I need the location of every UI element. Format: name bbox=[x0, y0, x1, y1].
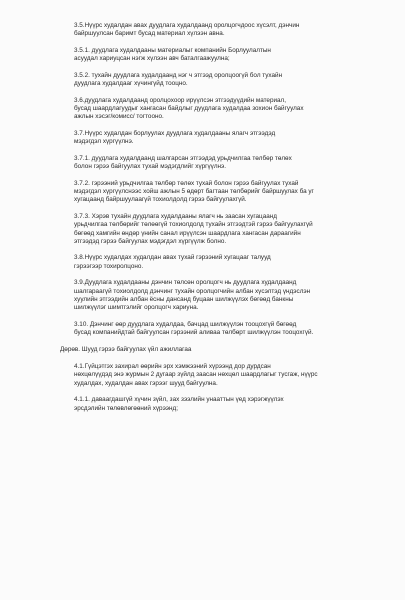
text-line: 3.7.1. дуудлага худалдаанд шалгарсан этгээдэд урьдчилгаа төлбөр төлөх bbox=[74, 154, 292, 162]
text-line: байршуулсан баримт бусад материал хүлээн авна. bbox=[74, 30, 225, 38]
text-line: 3.9.Дуудлага худалдааны дэнчин төлсөн оролцогч нь дуудлага худалдаанд bbox=[74, 279, 297, 287]
text-line: 4.1.Гүйцэтгэх захирал өөрийн эрх хэмжээний хүрээнд дор дурдсан bbox=[74, 363, 271, 371]
paragraph bbox=[60, 22, 383, 39]
text-line: гэрээгээр тохиролцоно. bbox=[74, 262, 144, 270]
text-line: бөгөөд хамгийн өндөр үнийн санал ирүүлсэн шаардлага хангасан дараагийн bbox=[74, 229, 301, 237]
paragraph bbox=[60, 254, 383, 271]
paragraph bbox=[60, 97, 383, 122]
text-line: 3.6.дуудлага худалдаанд оролцохоор ирүүлсэн этгээдүүдийн материал, bbox=[74, 96, 287, 104]
text-line: 3.10. Дэнчинг өөр дуудлага худалдаа, бачцад шилжүүлэн тооцохгүй бөгөөд bbox=[74, 320, 297, 328]
text-line: бусад шаардлагуудыг хангасан байдлыг дуудлага худалдаа зохион байгуулах bbox=[74, 104, 304, 112]
text-line: Дөрөв. Шууд гэрээ байгуулах үйл ажиллагаа bbox=[60, 345, 192, 353]
text-line: 3.5.2. тухайн дуудлага худалдаанд нэг ч этгээд оролцоогүй бол тухайн bbox=[74, 71, 283, 79]
text-line: хугацаанд байршуулаагүй тохиолдолд гэрээ байгуулахгүй. bbox=[74, 196, 247, 204]
paragraph bbox=[60, 72, 383, 89]
text-line: мэдэгдэл хүргүүлснээс хойш ажлын 5 өдөрт багтаан төлбөрийг байршуулах ба уг bbox=[74, 187, 314, 195]
text-line: 3.5.Нүүрс худалдан авах дуудлага худалдаанд оролцогчдоос хүсэлт, дэнчин bbox=[74, 22, 300, 29]
section-heading bbox=[60, 346, 383, 354]
text-line: болон гэрээ байгуулах тухай мэдэгдлийг хүргүүлнэ. bbox=[74, 163, 227, 171]
text-line: урьдчилгаа төлбөрийг төлөөгүй тохиолдолд тухайн этгээдтэй гэрээ байгуулахгүй bbox=[74, 221, 313, 229]
text-line: нөхцөлүүдэд энэ журмын 2 дугаар зүйлд заасан нөхцөл шаардлагыг тусгаж, нүүрс bbox=[74, 371, 318, 379]
text-line: шалгараагүй тохиолдолд дэнчинг тухайн оролцогчийн албан хүсэлтэд үндэслэн bbox=[74, 287, 311, 295]
text-line: 3.7.3. Хэрэв тухайн дуудлага худалдааны ялагч нь заасан хугацаанд bbox=[74, 212, 277, 220]
text-line: 3.7.2. гэрээний урьдчилгаа төлбөр төлөх тухай болон гэрээ байгуулах тухай bbox=[74, 179, 299, 187]
paragraph bbox=[60, 47, 383, 64]
paragraph bbox=[60, 213, 383, 246]
paragraph bbox=[60, 130, 383, 147]
text-line: 3.8.Нүүрс худалдах худалдан авах тухай гэрээний хугацааг талууд bbox=[74, 254, 271, 262]
document-body bbox=[60, 22, 383, 413]
text-line: худалдах, худалдан авах гэрээг шууд байгуулна. bbox=[74, 379, 218, 387]
text-line: 4.1.1. даваагдашгүй хүчин зүйл, зах зээлийн унааттын үед хэрэгжүүлэх bbox=[74, 396, 284, 404]
paragraph bbox=[60, 180, 383, 205]
text-line: ажлын хэсэг/комисс/ тогтооно. bbox=[74, 113, 164, 121]
text-line: эрсдэлийн төлөвлөгөөний хүрээнд; bbox=[74, 404, 179, 412]
text-line: этгээдэд гэрээ байгуулах мэдэгдэл хүргүүлж болно. bbox=[74, 237, 227, 245]
text-line: дуудлага худалдааг хүчингүйд тооцно. bbox=[74, 80, 188, 88]
paragraph bbox=[60, 363, 383, 388]
paragraph bbox=[60, 155, 383, 172]
paragraph bbox=[60, 321, 383, 338]
paragraph bbox=[60, 279, 383, 312]
text-line: хуулийн этгээдийн албан ёсны дансанд буцаан шилжүүлэх бөгөөд банкны bbox=[74, 295, 294, 303]
text-line: шилжүүлэг шимтгэлийг оролцогч хариуна. bbox=[74, 304, 199, 312]
text-line: 3.5.1. дуудлага худалдааны материалыг компанийн Борлуулалтын bbox=[74, 46, 271, 54]
paragraph bbox=[60, 396, 383, 413]
text-line: 3.7.Нүүрс худалдан борлуулах дуудлага худалдааны ялагч этгээдэд bbox=[74, 129, 276, 137]
text-line: асуудал хариуцсан нэгж хүлээн авч баталгаажуулна; bbox=[74, 55, 230, 63]
text-line: бусад компанийдтай байгуулсан гэрээний аливаа төлбөрт шилжүүлэн тооцохгүй. bbox=[74, 329, 314, 337]
text-line: мэдэгдэл хүргүүлнэ. bbox=[74, 138, 134, 146]
